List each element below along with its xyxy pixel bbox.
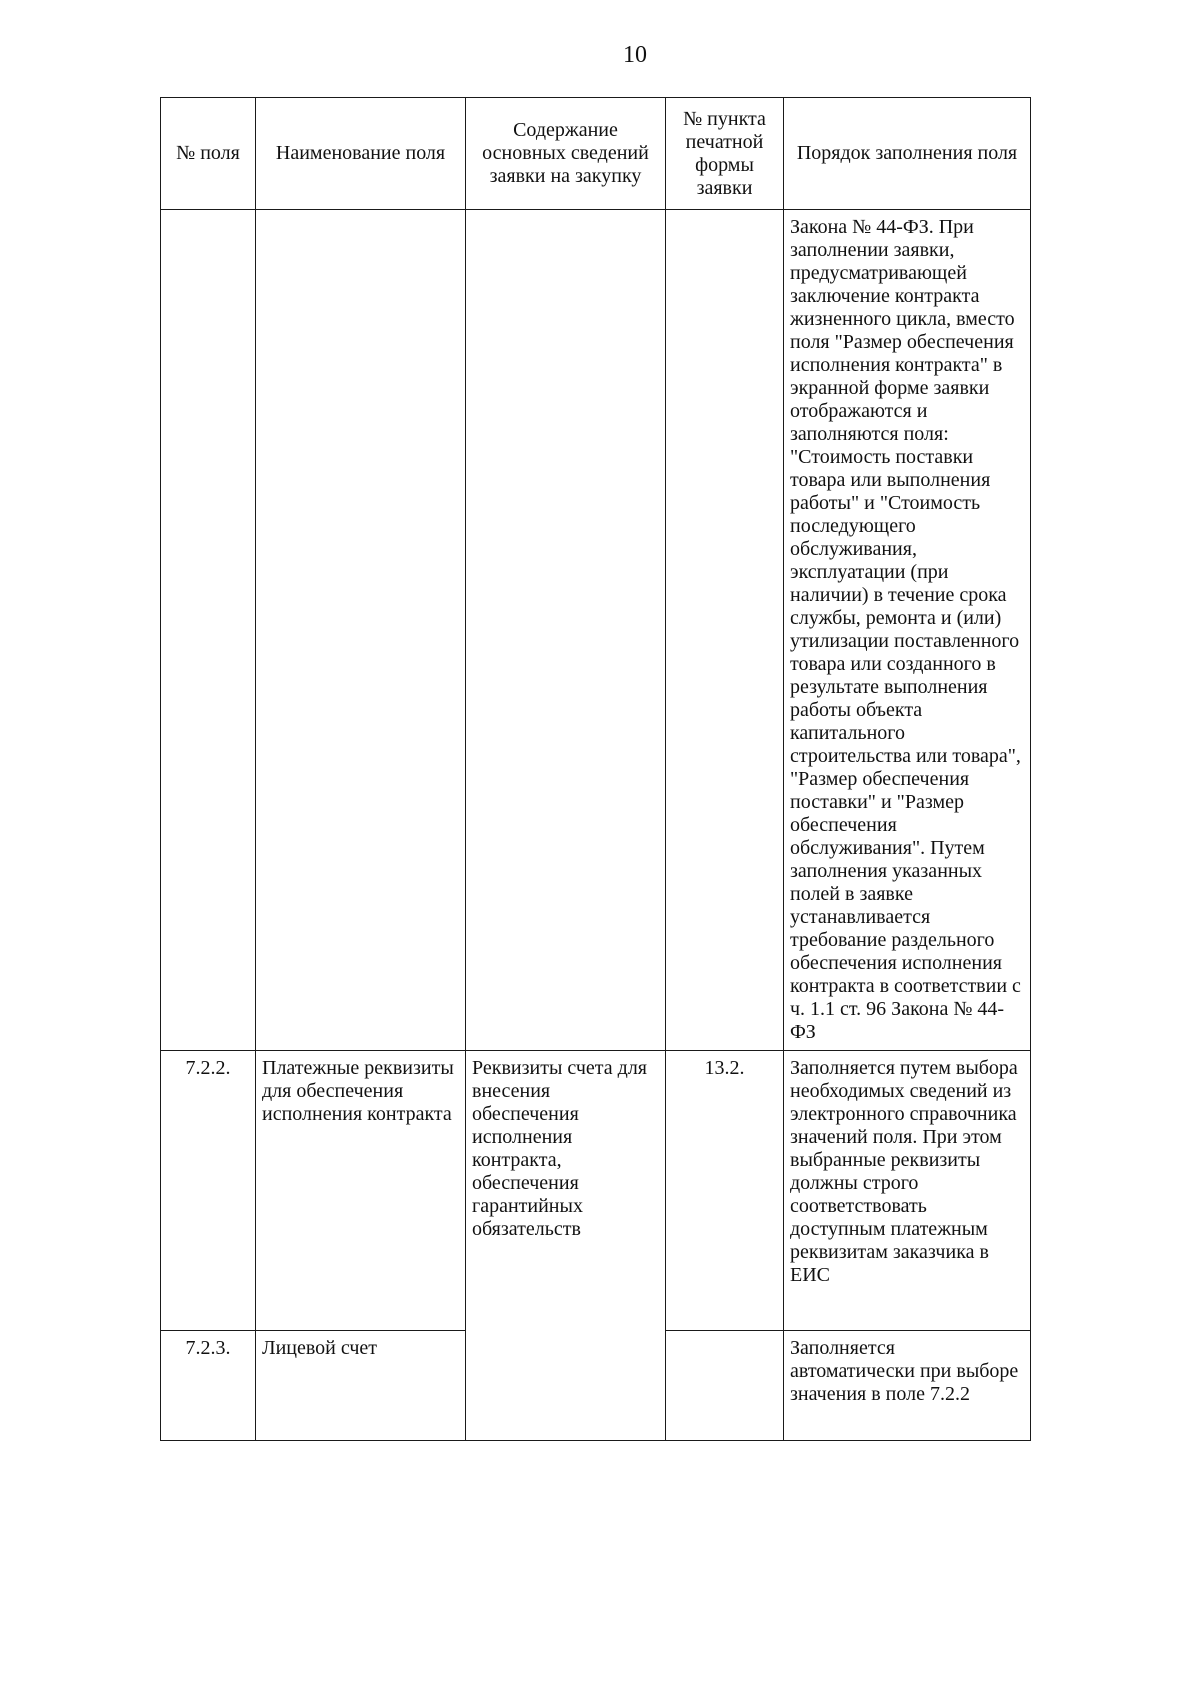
table-row [161,1051,1031,1331]
header-print-item: № пункта печатной формы заявки [666,98,784,210]
cell-print-item [666,210,784,1051]
cell-print-item-empty [666,1331,784,1441]
table-header-row [161,98,1031,210]
cell-field-no [161,210,256,1051]
cell-fill-order: Закона № 44-ФЗ. При заполнении заявки, предусматривающей заключение контракта жизненного цикла, вместо поля "Размер обеспечения исполнения контракта" в экранной форме заявки отображаются и заполняются поля: "Стоимость поставки товара или выполнения работы" и "Стоимость последующего обслуживания, эксплуатации (при наличии) в течение срока службы, ремонта и (или) утилизации поставленного товара или созданного в результате выполнения работы объекта капитального строительства или товара", "Размер обеспечения поставки" и "Размер обеспечения обслуживания". Путем заполнения указанных полей в заявке устанавливается требование раздельного обеспечения исполнения контракта в соответствии с ч. 1.1 ст. 96 Закона № 44-ФЗ [784,210,1031,1051]
cell-content [466,210,666,1051]
page-number: 10 [623,42,647,68]
cell-fill-order: Заполняется автоматически при выборе значения в поле 7.2.2 [784,1331,1031,1441]
cell-field-name: Лицевой счет [256,1331,466,1441]
cell-print-item: 13.2. [666,1051,784,1331]
cell-field-no: 7.2.3. [161,1331,256,1441]
header-fill-order: Порядок заполнения поля [784,98,1031,210]
cell-field-name: Платежные реквизиты для обеспечения исполнения контракта [256,1051,466,1331]
cell-fill-order: Заполняется путем выбора необходимых сведений из электронного справочника значений поля. При этом выбранные реквизиты должны строго соответствовать доступным платежным реквизитам заказчика в ЕИС [784,1051,1031,1331]
cell-content: Реквизиты счета для внесения обеспечения исполнения контракта, обеспечения гарантийных обязательств [466,1051,666,1441]
header-field-no: № поля [161,98,256,210]
cell-field-no: 7.2.2. [161,1051,256,1331]
header-content: Содержание основных сведений заявки на закупку [466,98,666,210]
header-field-name: Наименование поля [256,98,466,210]
fields-table [160,97,1031,1441]
table-row [161,210,1031,1051]
cell-field-name [256,210,466,1051]
